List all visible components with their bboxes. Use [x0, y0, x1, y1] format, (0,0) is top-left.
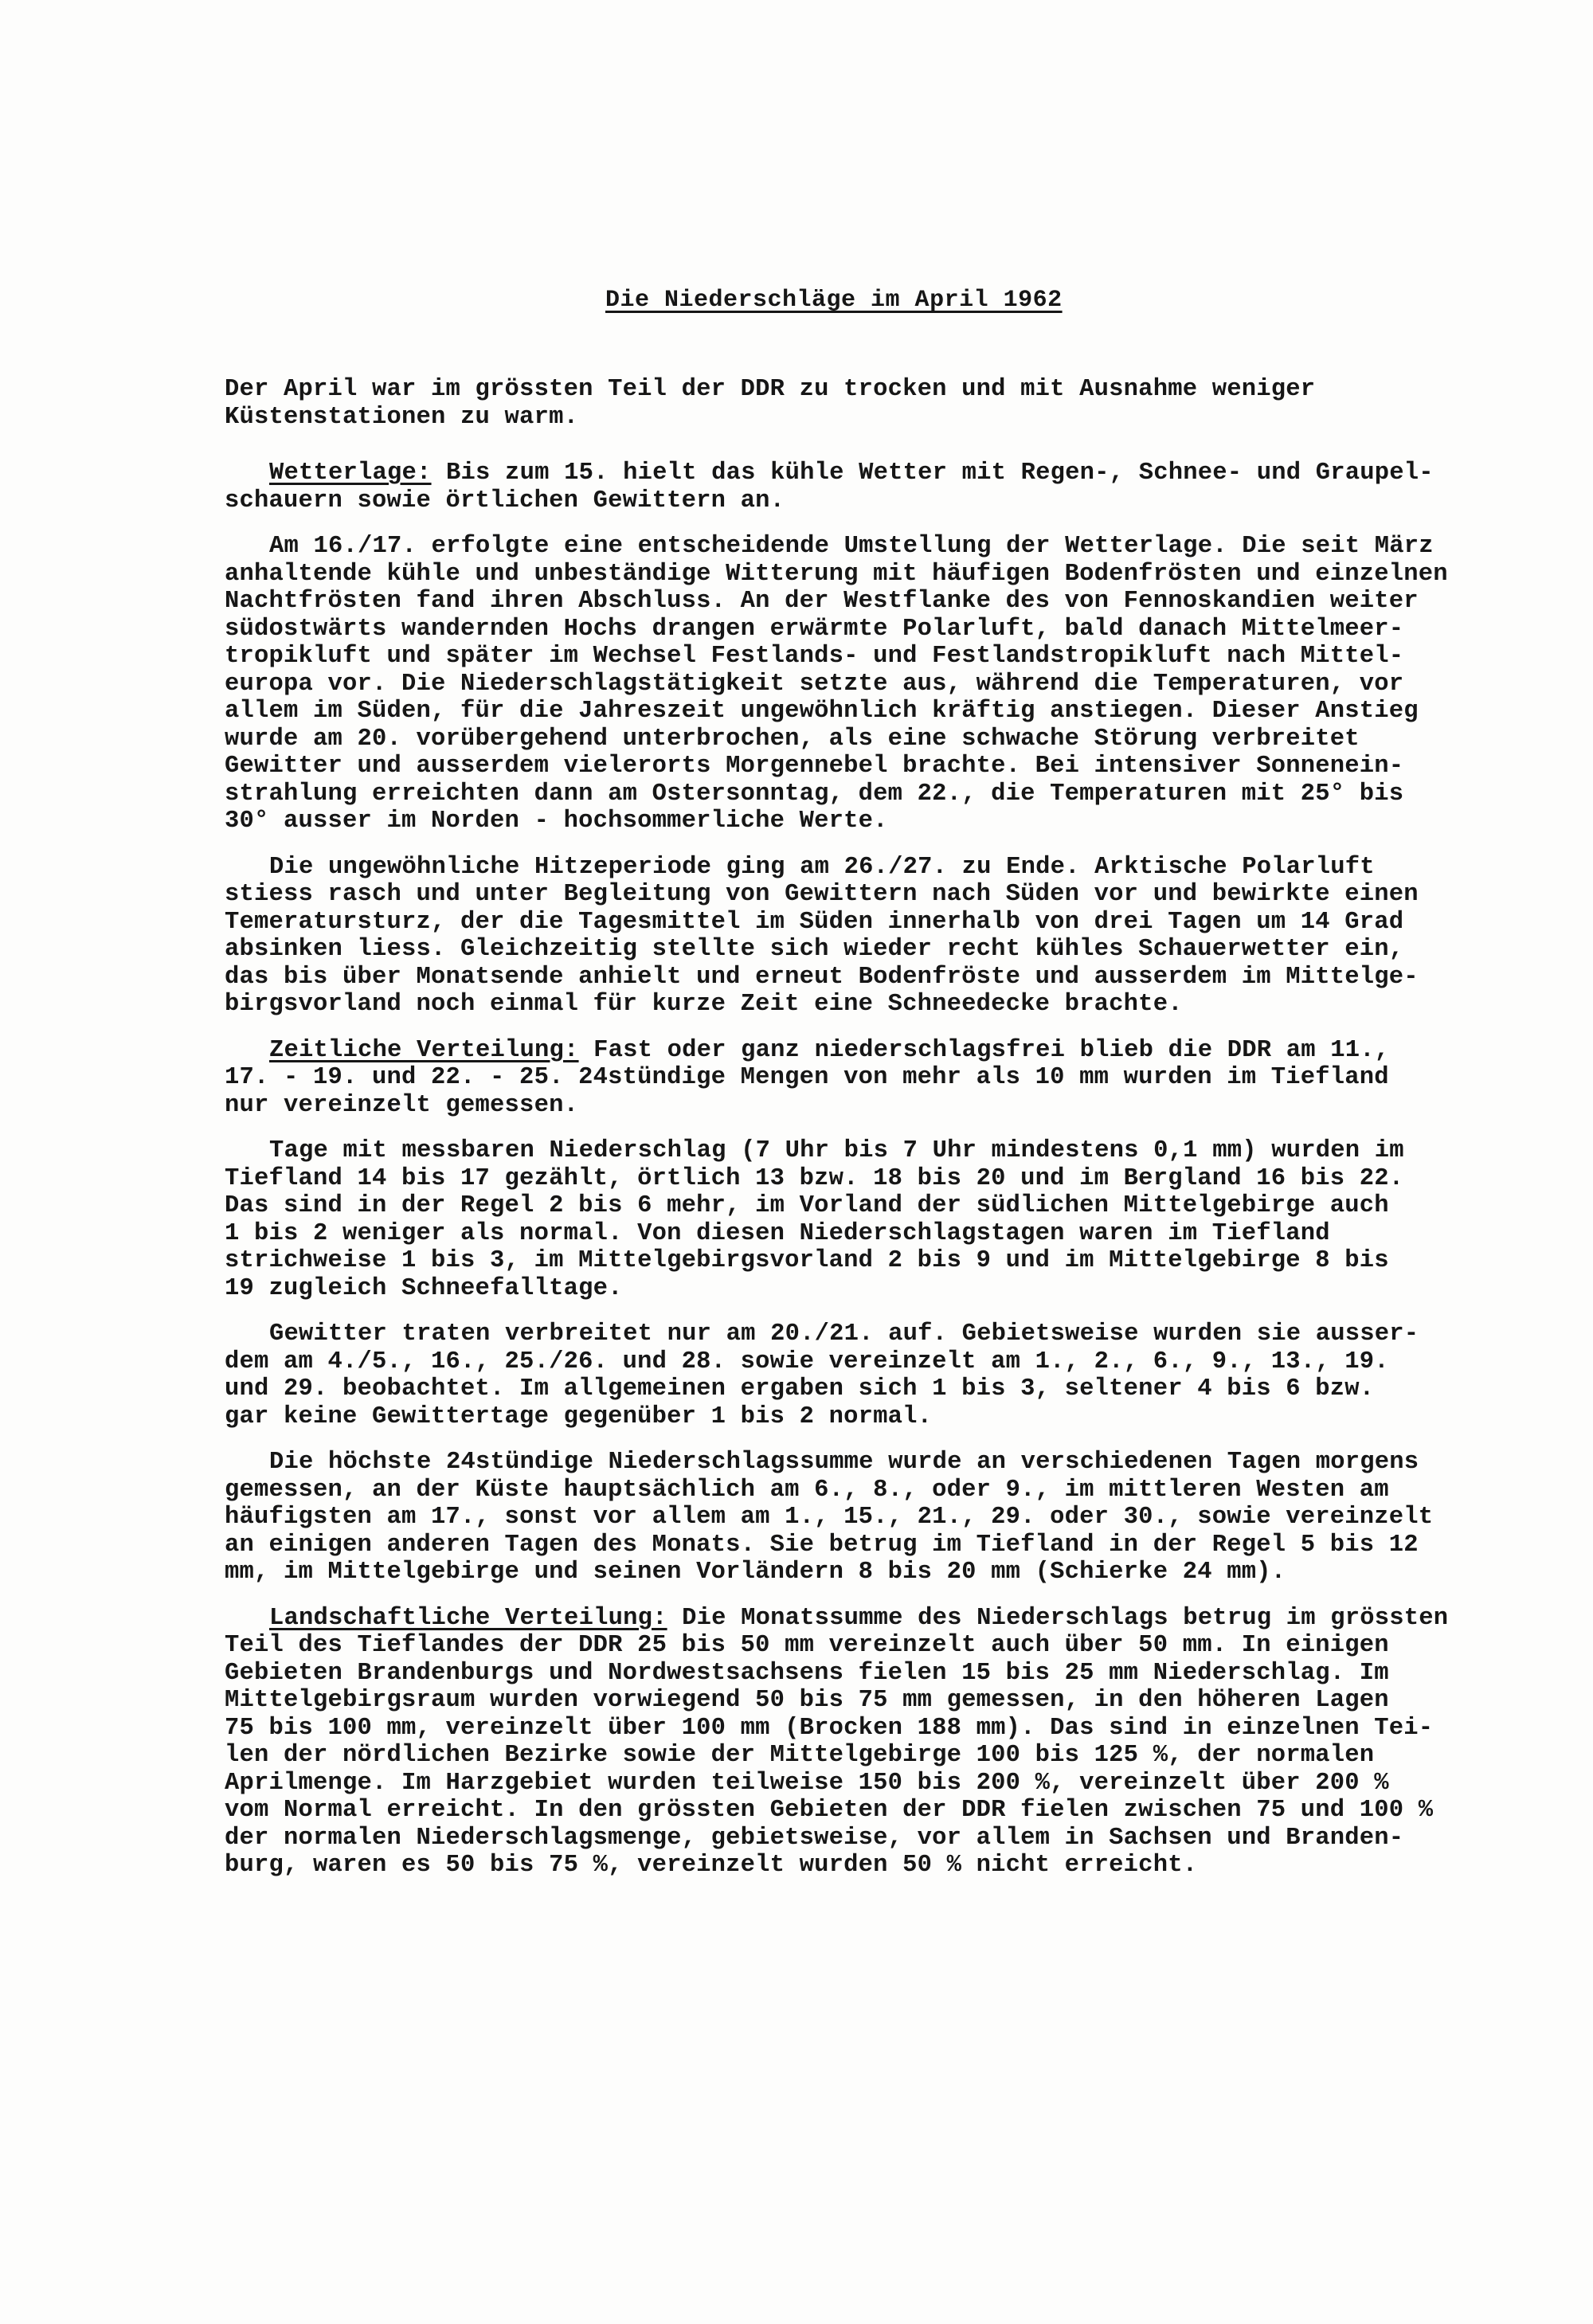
section-heading-wetterlage: Wetterlage:: [269, 460, 432, 487]
text-line: europa vor. Die Niederschlagstätigkeit setzte aus, während die Temperaturen, vor: [225, 670, 1404, 698]
text-line: 30° ausser im Norden - hochsommerliche Werte.: [225, 808, 888, 835]
text-line: südostwärts wandernden Hochs drangen erwärmte Polarluft, bald danach Mittelmeer-: [225, 615, 1404, 643]
text-line: strichweise 1 bis 3, im Mittelgebirgsvorland 2 bis 9 und im Mittelgebirge 8 bis: [225, 1247, 1389, 1274]
text-line: häufigsten am 17., sonst vor allem am 1., 15., 21., 29. oder 30., sowie vereinzelt: [225, 1504, 1434, 1531]
text-line: 1 bis 2 weniger als normal. Von diesen Niederschlagstagen waren im Tiefland: [225, 1219, 1330, 1247]
text-line: Teil des Tieflandes der DDR 25 bis 50 mm vereinzelt auch über 50 mm. In einigen: [225, 1632, 1389, 1659]
text-line: Gewitter und ausserdem vielerorts Morgennebel brachte. Bei intensiver Sonnenein-: [225, 753, 1404, 780]
text-line: Küstenstationen zu warm.: [225, 403, 579, 431]
paragraph-landschaftliche-verteilung: [225, 1605, 1467, 1880]
text-line: Der April war im grössten Teil der DDR zu trocken und mit Ausnahme weniger: [225, 376, 1316, 403]
text-line: Temeratursturz, der die Tagesmittel im Süden innerhalb von drei Tagen um 14 Grad: [225, 908, 1404, 936]
text-line: Die ungewöhnliche Hitzeperiode ging am 26./27. zu Ende. Arktische Polarluft: [269, 853, 1375, 881]
text-line: birgsvorland noch einmal für kurze Zeit eine Schneedecke brachte.: [225, 991, 1183, 1018]
text-line: stiess rasch und unter Begleitung von Gewittern nach Süden vor und bewirkte einen: [225, 881, 1419, 908]
text-line: 19 zugleich Schneefalltage.: [225, 1274, 623, 1302]
text-line: len der nördlichen Bezirke sowie der Mittelgebirge 100 bis 125 %, der normalen: [225, 1742, 1375, 1769]
text-line: allem im Süden, für die Jahreszeit ungewöhnlich kräftig anstiegen. Dieser Anstieg: [225, 698, 1419, 725]
paragraph-hoechste-summe: [225, 1449, 1467, 1587]
text-line: Mittelgebirgsraum wurden vorwiegend 50 bis 75 mm gemessen, in den höheren Lagen: [225, 1687, 1389, 1714]
text-line: anhaltende kühle und unbeständige Witterung mit häufigen Bodenfrösten und einzelnen: [225, 560, 1448, 588]
paragraph-intro: [225, 376, 1467, 431]
text-line: Tiefland 14 bis 17 gezählt, örtlich 13 bzw. 18 bis 20 und im Bergland 16 bis 22.: [225, 1164, 1404, 1192]
text-line: [225, 1605, 1467, 1633]
section-heading-zeitliche-verteilung: Zeitliche Verteilung:: [269, 1036, 579, 1064]
text-line: Nachtfrösten fand ihren Abschluss. An der Westflanke des von Fennoskandien weiter: [225, 588, 1419, 615]
text-line: und 29. beobachtet. Im allgemeinen ergaben sich 1 bis 3, seltener 4 bis 6 bzw.: [225, 1375, 1375, 1403]
text-line: 17. - 19. und 22. - 25. 24stündige Mengen von mehr als 10 mm wurden im Tiefland: [225, 1064, 1389, 1091]
paragraph-gewitter: [225, 1320, 1467, 1430]
text-line: das bis über Monatsende anhielt und erneut Bodenfröste und ausserdem im Mittelge-: [225, 963, 1419, 991]
paragraph-umstellung: [225, 533, 1467, 835]
text-line: mm, im Mittelgebirge und seinen Vorländern 8 bis 20 mm (Schierke 24 mm).: [225, 1559, 1286, 1586]
text-line: Aprilmenge. Im Harzgebiet wurden teilweise 150 bis 200 %, vereinzelt über 200 %: [225, 1769, 1389, 1797]
text-line: absinken liess. Gleichzeitig stellte sich wieder recht kühles Schauerwetter ein,: [225, 936, 1404, 963]
text-line: Gewitter traten verbreitet nur am 20./21. auf. Gebietsweise wurden sie ausser-: [269, 1320, 1419, 1348]
text-line: wurde am 20. vorübergehend unterbrochen, als eine schwache Störung verbreitet: [225, 725, 1360, 753]
text-line: nur vereinzelt gemessen.: [225, 1091, 579, 1119]
text-line: dem am 4./5., 16., 25./26. und 28. sowie vereinzelt am 1., 2., 6., 9., 13., 19.: [225, 1348, 1389, 1375]
section-heading-landschaftliche-verteilung: Landschaftliche Verteilung:: [269, 1604, 667, 1632]
text-line: strahlung erreichten dann am Ostersonntag, dem 22., die Temperaturen mit 25° bis: [225, 780, 1404, 808]
text-fragment: Fast oder ganz niederschlagsfrei blieb die DDR am 11.,: [578, 1036, 1390, 1064]
text-line: Das sind in der Regel 2 bis 6 mehr, im Vorland der südlichen Mittelgebirge auch: [225, 1192, 1389, 1219]
text-line: burg, waren es 50 bis 75 %, vereinzelt wurden 50 % nicht erreicht.: [225, 1852, 1198, 1879]
text-line: gar keine Gewittertage gegenüber 1 bis 2 normal.: [225, 1403, 933, 1430]
document-body: [225, 376, 1467, 1898]
text-fragment: Die Monatssumme des Niederschlags betrug im grössten: [667, 1604, 1449, 1632]
paragraph-zeitliche-verteilung: [225, 1037, 1467, 1120]
text-line: an einigen anderen Tagen des Monats. Sie betrug im Tiefland in der Regel 5 bis 12: [225, 1531, 1419, 1559]
text-line: Die höchste 24stündige Niederschlagssumme wurde an verschiedenen Tagen morgens: [269, 1449, 1419, 1476]
text-line: vom Normal erreicht. In den grössten Gebieten der DDR fielen zwischen 75 und 100 %: [225, 1797, 1434, 1824]
paragraph-wetterlage: [225, 460, 1467, 514]
text-line: Tage mit messbaren Niederschlag (7 Uhr bis 7 Uhr mindestens 0,1 mm) wurden im: [269, 1137, 1404, 1164]
text-line: Gebieten Brandenburgs und Nordwestsachsens fielen 15 bis 25 mm Niederschlag. Im: [225, 1659, 1389, 1687]
text-line: [225, 1037, 1467, 1065]
text-line: Am 16./17. erfolgte eine entscheidende Umstellung der Wetterlage. Die seit März: [269, 533, 1434, 560]
paragraph-niederschlagstage: [225, 1137, 1467, 1302]
text-line: [225, 460, 1467, 487]
text-line: 75 bis 100 mm, vereinzelt über 100 mm (Brocken 188 mm). Das sind in einzelnen Tei-: [225, 1714, 1434, 1742]
text-line: schauern sowie örtlichen Gewittern an.: [225, 487, 785, 514]
text-fragment: Bis zum 15. hielt das kühle Wetter mit Regen-, Schnee- und Graupel-: [431, 460, 1434, 487]
page-title: Die Niederschläge im April 1962: [605, 287, 1063, 314]
text-line: tropikluft und später im Wechsel Festlands- und Festlandstropikluft nach Mittel-: [225, 643, 1404, 670]
text-line: gemessen, an der Küste hauptsächlich am 6., 8., oder 9., im mittleren Westen am: [225, 1476, 1389, 1504]
paragraph-hitzeperiode: [225, 854, 1467, 1019]
text-line: der normalen Niederschlagsmenge, gebietsweise, vor allem in Sachsen und Branden-: [225, 1824, 1404, 1852]
